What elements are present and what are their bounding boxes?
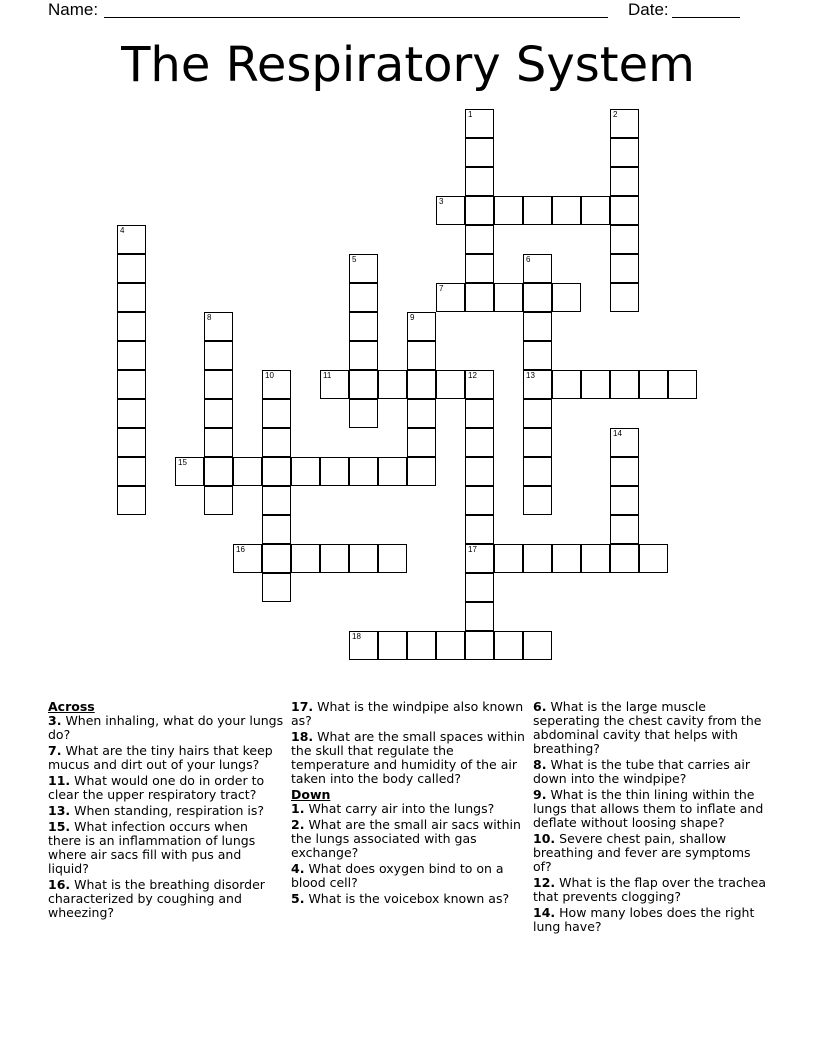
down-clue xyxy=(291,892,527,906)
grid-cell[interactable] xyxy=(610,109,639,138)
clue-num: 6. xyxy=(533,699,547,714)
grid-cell[interactable] xyxy=(320,544,349,573)
grid-cell[interactable] xyxy=(117,225,146,254)
grid-cell[interactable] xyxy=(494,283,523,312)
grid-cell[interactable] xyxy=(349,631,378,660)
grid-cell[interactable] xyxy=(262,486,291,515)
grid-cell[interactable] xyxy=(262,370,291,399)
grid-cell[interactable] xyxy=(349,254,378,283)
grid-cell[interactable] xyxy=(465,573,494,602)
clue-num: 1. xyxy=(291,801,305,816)
down-clue xyxy=(291,862,527,890)
grid-cell[interactable] xyxy=(117,428,146,457)
clue-text: What are the small spaces within the skull that regulate the temperature and humidity of the air taken into the body called? xyxy=(291,729,525,786)
across-clue xyxy=(48,878,284,920)
grid-cell[interactable] xyxy=(465,138,494,167)
across-clue xyxy=(48,804,284,818)
clue-num: 12. xyxy=(533,875,556,890)
grid-cell[interactable] xyxy=(262,457,291,486)
grid-cell[interactable] xyxy=(378,457,407,486)
clue-number: 1 xyxy=(468,110,473,119)
clue-text: When standing, respiration is? xyxy=(74,803,265,818)
down-clue xyxy=(533,788,769,830)
grid-cell[interactable] xyxy=(378,370,407,399)
grid-cell[interactable] xyxy=(465,602,494,631)
grid-cell[interactable] xyxy=(117,399,146,428)
grid-cell[interactable] xyxy=(117,254,146,283)
grid-cell[interactable] xyxy=(262,544,291,573)
clue-number: 2 xyxy=(613,110,618,119)
grid-cell[interactable] xyxy=(407,631,436,660)
grid-cell[interactable] xyxy=(465,370,494,399)
grid-cell[interactable] xyxy=(523,312,552,341)
clue-text: What is the voicebox known as? xyxy=(308,891,510,906)
clue-text: What is the tube that carries air down into the windpipe? xyxy=(533,757,750,786)
clue-num: 7. xyxy=(48,743,62,758)
grid-cell[interactable] xyxy=(465,254,494,283)
clue-num: 8. xyxy=(533,757,547,772)
clue-text: What is the flap over the trachea that prevents clogging? xyxy=(533,875,767,904)
grid-cell[interactable] xyxy=(552,196,581,225)
clue-num: 17. xyxy=(291,699,314,714)
clue-text: How many lobes does the right lung have? xyxy=(533,905,755,934)
clue-text: What is the large muscle seperating the chest cavity from the abdominal cavity that helps with breathing? xyxy=(533,699,762,756)
clue-number: 11 xyxy=(323,371,332,380)
clue-text: What is the windpipe also known as? xyxy=(291,699,524,728)
down-clue xyxy=(533,832,769,874)
down-clue xyxy=(533,758,769,786)
grid-cell[interactable] xyxy=(523,544,552,573)
grid-cell[interactable] xyxy=(436,196,465,225)
grid-cell[interactable] xyxy=(320,457,349,486)
grid-cell[interactable] xyxy=(552,370,581,399)
grid-cell[interactable] xyxy=(204,428,233,457)
grid-cell[interactable] xyxy=(523,341,552,370)
clue-number: 15 xyxy=(178,458,187,467)
grid-cell[interactable] xyxy=(610,370,639,399)
grid-cell[interactable] xyxy=(117,283,146,312)
grid-cell[interactable] xyxy=(117,486,146,515)
grid-cell[interactable] xyxy=(175,457,204,486)
grid-cell[interactable] xyxy=(610,486,639,515)
clue-text: What is the breathing disorder characterized by coughing and wheezing? xyxy=(48,877,265,920)
grid-cell[interactable] xyxy=(523,631,552,660)
across-clue xyxy=(291,730,527,786)
puzzle-title: The Respiratory System xyxy=(121,37,695,93)
grid-cell[interactable] xyxy=(117,312,146,341)
grid-cell[interactable] xyxy=(610,167,639,196)
down-clue xyxy=(533,700,769,756)
grid-cell[interactable] xyxy=(610,254,639,283)
clue-num: 4. xyxy=(291,861,305,876)
clue-number: 9 xyxy=(410,313,415,322)
grid-cell[interactable] xyxy=(465,544,494,573)
clue-number: 8 xyxy=(207,313,212,322)
grid-cell[interactable] xyxy=(349,457,378,486)
down-clue xyxy=(533,906,769,934)
clue-number: 5 xyxy=(352,255,357,264)
grid-cell[interactable] xyxy=(523,457,552,486)
grid-cell[interactable] xyxy=(494,196,523,225)
grid-cell[interactable] xyxy=(320,370,349,399)
across-clue xyxy=(48,774,284,802)
grid-cell[interactable] xyxy=(204,312,233,341)
clue-text: What are the small air sacs within the lungs associated with gas exchange? xyxy=(291,817,521,860)
date-label: Date: xyxy=(628,0,669,19)
clue-num: 15. xyxy=(48,819,71,834)
grid-cell[interactable] xyxy=(581,544,610,573)
clue-number: 6 xyxy=(526,255,531,264)
across-clue xyxy=(48,820,284,876)
grid-cell[interactable] xyxy=(552,283,581,312)
across-clue xyxy=(291,700,527,728)
grid-cell[interactable] xyxy=(349,312,378,341)
grid-cell[interactable] xyxy=(407,341,436,370)
grid-cell[interactable] xyxy=(262,428,291,457)
grid-cell[interactable] xyxy=(465,399,494,428)
grid-cell[interactable] xyxy=(204,370,233,399)
clue-number: 7 xyxy=(439,284,444,293)
clue-text: What carry air into the lungs? xyxy=(308,801,495,816)
grid-cell[interactable] xyxy=(291,457,320,486)
clue-number: 16 xyxy=(236,545,245,554)
clue-text: What is the thin lining within the lungs that allows them to inflate and deflate without loosing shape? xyxy=(533,787,764,830)
grid-cell[interactable] xyxy=(465,515,494,544)
grid-cell[interactable] xyxy=(465,486,494,515)
grid-cell[interactable] xyxy=(610,515,639,544)
grid-cell[interactable] xyxy=(262,573,291,602)
grid-cell[interactable] xyxy=(436,370,465,399)
grid-cell[interactable] xyxy=(465,631,494,660)
grid-cell[interactable] xyxy=(552,544,581,573)
grid-cell[interactable] xyxy=(233,544,262,573)
grid-cell[interactable] xyxy=(581,370,610,399)
clue-num: 18. xyxy=(291,729,314,744)
grid-cell[interactable] xyxy=(349,370,378,399)
clue-num: 11. xyxy=(48,773,71,788)
clue-num: 9. xyxy=(533,787,547,802)
grid-cell[interactable] xyxy=(465,225,494,254)
clue-number: 12 xyxy=(468,371,477,380)
clue-column-1 xyxy=(48,700,284,922)
grid-cell[interactable] xyxy=(581,196,610,225)
clue-text: What would one do in order to clear the upper respiratory tract? xyxy=(48,773,265,802)
grid-cell[interactable] xyxy=(378,544,407,573)
grid-cell[interactable] xyxy=(407,312,436,341)
down-clue xyxy=(533,876,769,904)
grid-cell[interactable] xyxy=(204,486,233,515)
clue-num: 14. xyxy=(533,905,556,920)
grid-cell[interactable] xyxy=(523,196,552,225)
clue-number: 3 xyxy=(439,197,444,206)
grid-cell[interactable] xyxy=(465,196,494,225)
grid-cell[interactable] xyxy=(523,428,552,457)
clue-num: 2. xyxy=(291,817,305,832)
clue-num: 3. xyxy=(48,713,62,728)
clue-text: What infection occurs when there is an inflammation of lungs where air sacs fill with pus and liquid? xyxy=(48,819,256,876)
grid-cell[interactable] xyxy=(291,544,320,573)
clue-text: What are the tiny hairs that keep mucus and dirt out of your lungs? xyxy=(48,743,273,772)
grid-cell[interactable] xyxy=(494,631,523,660)
clue-number: 18 xyxy=(352,632,361,641)
grid-cell[interactable] xyxy=(407,370,436,399)
grid-cell[interactable] xyxy=(610,138,639,167)
clue-num: 5. xyxy=(291,891,305,906)
grid-cell[interactable] xyxy=(465,428,494,457)
grid-cell[interactable] xyxy=(204,457,233,486)
grid-cell[interactable] xyxy=(668,370,697,399)
grid-cell[interactable] xyxy=(610,196,639,225)
across-heading: Across xyxy=(48,699,95,714)
grid-cell[interactable] xyxy=(204,399,233,428)
name-label: Name: xyxy=(48,0,99,19)
grid-cell[interactable] xyxy=(436,283,465,312)
clue-text: Severe chest pain, shallow breathing and fever are symptoms of? xyxy=(533,831,751,874)
clue-number: 13 xyxy=(526,371,535,380)
clue-num: 10. xyxy=(533,831,556,846)
grid-cell[interactable] xyxy=(349,399,378,428)
down-heading: Down xyxy=(291,787,331,802)
grid-cell[interactable] xyxy=(610,225,639,254)
grid-cell[interactable] xyxy=(262,515,291,544)
grid-cell[interactable] xyxy=(378,631,407,660)
down-clue xyxy=(291,802,527,816)
grid-cell[interactable] xyxy=(349,544,378,573)
down-clue xyxy=(291,818,527,860)
grid-cell[interactable] xyxy=(465,283,494,312)
clue-number: 10 xyxy=(265,371,274,380)
clue-number: 14 xyxy=(613,429,622,438)
grid-cell[interactable] xyxy=(523,486,552,515)
clue-number: 4 xyxy=(120,226,125,235)
grid-cell[interactable] xyxy=(117,370,146,399)
grid-cell[interactable] xyxy=(523,283,552,312)
clue-number: 17 xyxy=(468,545,477,554)
grid-cell[interactable] xyxy=(639,544,668,573)
across-clue xyxy=(48,714,284,742)
grid-cell[interactable] xyxy=(117,457,146,486)
grid-cell[interactable] xyxy=(407,428,436,457)
across-clue xyxy=(48,744,284,772)
grid-cell[interactable] xyxy=(610,544,639,573)
grid-cell[interactable] xyxy=(407,399,436,428)
grid-cell[interactable] xyxy=(494,544,523,573)
grid-cell[interactable] xyxy=(523,399,552,428)
clue-column-3 xyxy=(533,700,769,936)
grid-cell[interactable] xyxy=(610,428,639,457)
grid-cell[interactable] xyxy=(349,341,378,370)
grid-cell[interactable] xyxy=(639,370,668,399)
clue-column-2 xyxy=(291,700,527,908)
grid-cell[interactable] xyxy=(465,457,494,486)
grid-cell[interactable] xyxy=(610,283,639,312)
grid-cell[interactable] xyxy=(523,254,552,283)
grid-cell[interactable] xyxy=(465,109,494,138)
grid-cell[interactable] xyxy=(349,283,378,312)
grid-cell[interactable] xyxy=(117,341,146,370)
grid-cell[interactable] xyxy=(436,631,465,660)
grid-cell[interactable] xyxy=(233,457,262,486)
grid-cell[interactable] xyxy=(204,341,233,370)
grid-cell[interactable] xyxy=(523,370,552,399)
grid-cell[interactable] xyxy=(610,457,639,486)
grid-cell[interactable] xyxy=(465,167,494,196)
grid-cell[interactable] xyxy=(262,399,291,428)
clue-text: What does oxygen bind to on a blood cell? xyxy=(291,861,504,890)
clue-num: 16. xyxy=(48,877,71,892)
clue-text: When inhaling, what do your lungs do? xyxy=(48,713,284,742)
grid-cell[interactable] xyxy=(407,457,436,486)
clue-num: 13. xyxy=(48,803,71,818)
